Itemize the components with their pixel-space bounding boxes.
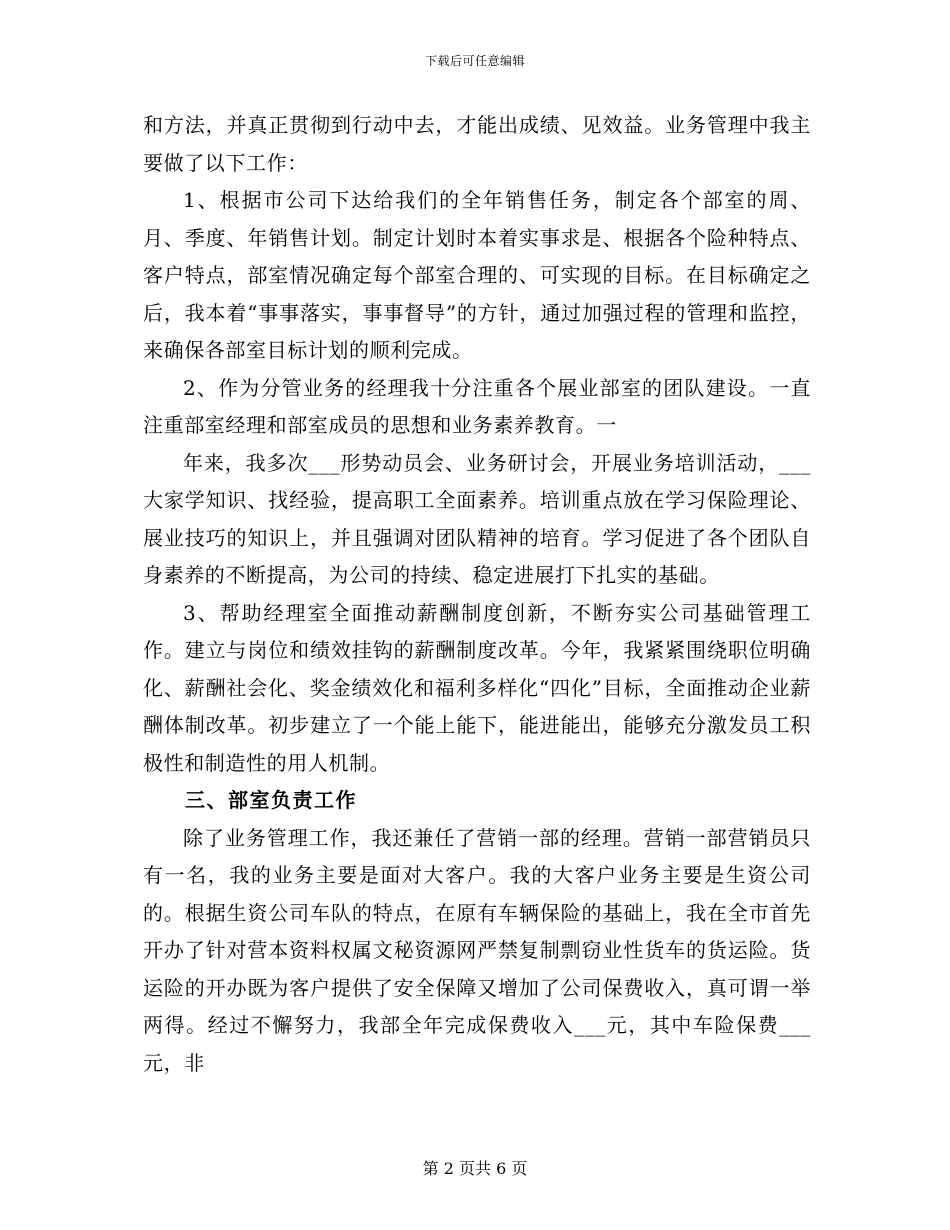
paragraph-5: 3、帮助经理室全面推动薪酬制度创新，不断夯实公司基础管理工作。建立与岗位和绩效挂钩的薪酬制度改革。今年，我紧紧围绕职位明确化、薪酬社会化、奖金绩效化和福利多样化“四化”目标，全面推动企业薪酬体制改革。初步建立了一个能上能下，能进能出，能够充分激发员工积极性和制造性的用人机制。: [143, 600, 811, 775]
paragraph-3: 2、作为分管业务的经理我十分注重各个展业部室的团队建设。一直注重部室经理和部室成员的思想和业务素养教育。一: [143, 375, 811, 437]
paragraph-2: 1、根据市公司下达给我们的全年销售任务，制定各个部室的周、月、季度、年销售计划。制定计划时本着实事求是、根据各个险种特点、客户特点，部室情况确定每个部室合理的、可实现的目标。在目标确定之后，我本着“事事落实，事事督导”的方针，通过加强过程的管理和监控，来确保各部室目标计划的顺利完成。: [143, 188, 811, 362]
page-header: 下载后可任意编辑: [424, 54, 525, 68]
paragraph-4: 年来，我多次___形势动员会、业务研讨会，开展业务培训活动，___大家学知识、找经验，提高职工全面素养。培训重点放在学习保险理论、展业技巧的知识上，并且强调对团队精神的培育。学习促进了各个团队自身素养的不断提高，为公司的持续、稳定进展打下扎实的基础。: [143, 450, 811, 587]
document-body: [143, 107, 811, 1082]
paragraph-6: 除了业务管理工作，我还兼任了营销一部的经理。营销一部营销员只有一名，我的业务主要是面对大客户。我的大客户业务主要是生资公司的。根据生资公司车队的特点，在原有车辆保险的基础上，我在全市首先开办了针对营本资料权属文秘资源网严禁复制剽窃业性货车的货运险。货运险的开办既为客户提供了安全保障又增加了公司保费收入，真可谓一举两得。经过不懈努力，我部全年完成保费收入___元，其中车险保费___元，非: [143, 825, 811, 1075]
paragraph-1: 和方法，并真正贯彻到行动中去，才能出成绩、见效益。业务管理中我主要做了以下工作：: [143, 113, 811, 175]
page-footer: 第 2 页共 6 页: [422, 1159, 528, 1178]
section-heading: 三、部室负责工作: [185, 788, 357, 812]
